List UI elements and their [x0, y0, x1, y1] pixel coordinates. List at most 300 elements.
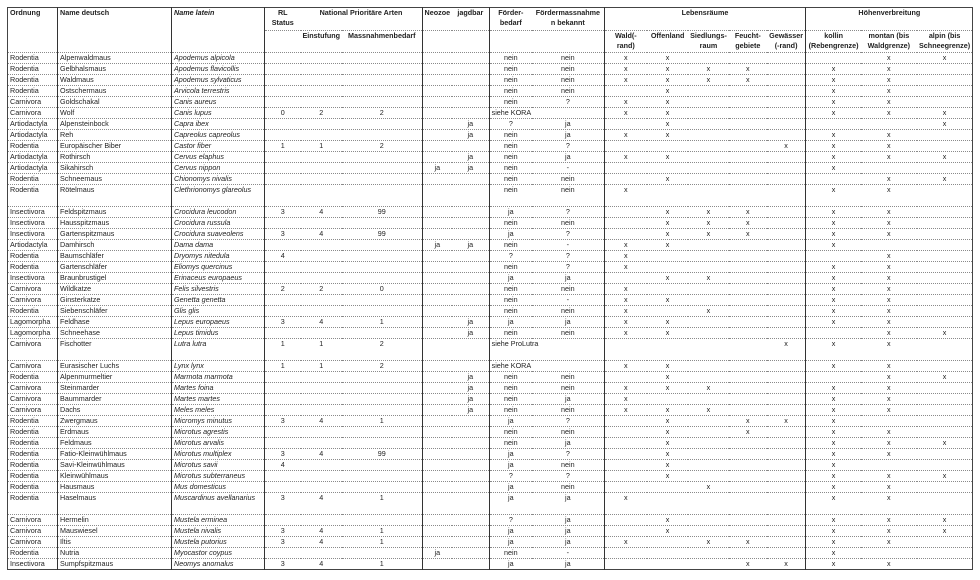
cell-einstufung[interactable] [301, 515, 343, 526]
cell-altitude-montan[interactable]: x [861, 405, 917, 416]
cell-altitude-alpin[interactable] [917, 273, 973, 284]
cell-neozoe[interactable] [422, 449, 452, 460]
cell-habitat-gewaesser[interactable] [767, 372, 806, 383]
cell-altitude-montan[interactable]: x [861, 493, 917, 515]
cell-foerderbedarf[interactable]: ja [489, 537, 532, 548]
col-altitude-kollin[interactable]: kollin (Rebengrenze) [806, 31, 861, 53]
cell-jagdbar[interactable] [452, 251, 489, 262]
cell-habitat-siedlungsraum[interactable] [688, 86, 729, 97]
cell-foerderbedarf[interactable]: nein [489, 218, 532, 229]
cell-habitat-offenland[interactable]: x [647, 229, 688, 240]
cell-habitat-siedlungsraum[interactable] [688, 548, 729, 559]
cell-massnahmenbedarf[interactable]: 1 [342, 416, 422, 427]
cell-ordnung[interactable]: Rodentia [8, 141, 58, 152]
cell-name-latein[interactable]: Crocidura suaveolens [172, 229, 265, 240]
cell-habitat-gewaesser[interactable] [767, 152, 806, 163]
cell-massnahmenbedarf[interactable] [342, 438, 422, 449]
cell-altitude-montan[interactable]: x [861, 86, 917, 97]
cell-altitude-kollin[interactable]: x [806, 515, 861, 526]
cell-habitat-offenland[interactable] [647, 548, 688, 559]
cell-habitat-wald[interactable] [604, 438, 647, 449]
cell-altitude-alpin[interactable] [917, 262, 973, 273]
cell-habitat-gewaesser[interactable] [767, 361, 806, 372]
table-row[interactable] [8, 273, 973, 284]
cell-neozoe[interactable] [422, 152, 452, 163]
cell-rl-status[interactable]: 0 [265, 108, 301, 119]
cell-ordnung[interactable]: Insectivora [8, 207, 58, 218]
cell-habitat-feuchtgebiete[interactable]: x [729, 75, 767, 86]
table-row[interactable] [8, 262, 973, 273]
cell-altitude-kollin[interactable]: x [806, 482, 861, 493]
cell-jagdbar[interactable] [452, 108, 489, 119]
cell-habitat-offenland[interactable]: x [647, 53, 688, 64]
cell-jagdbar[interactable] [452, 97, 489, 108]
cell-name-deutsch[interactable]: Alpenmurmeltier [58, 372, 172, 383]
cell-name-latein[interactable]: Mustela nivalis [172, 526, 265, 537]
cell-altitude-montan[interactable]: x [861, 306, 917, 317]
cell-jagdbar[interactable] [452, 141, 489, 152]
cell-altitude-alpin[interactable]: x [917, 108, 973, 119]
cell-foerderbedarf[interactable]: nein [489, 240, 532, 251]
cell-habitat-offenland[interactable]: x [647, 218, 688, 229]
cell-name-deutsch[interactable]: Feldhase [58, 317, 172, 328]
cell-einstufung[interactable] [301, 53, 343, 64]
cell-massnahmenbedarf[interactable] [342, 218, 422, 229]
cell-foerdermassnahme-bekannt[interactable]: - [532, 295, 604, 306]
cell-altitude-kollin[interactable]: x [806, 427, 861, 438]
cell-rl-status[interactable] [265, 471, 301, 482]
cell-neozoe[interactable] [422, 405, 452, 416]
cell-name-deutsch[interactable]: Reh [58, 130, 172, 141]
cell-foerdermassnahme-bekannt[interactable]: ? [532, 207, 604, 218]
cell-altitude-montan[interactable]: x [861, 328, 917, 339]
cell-habitat-offenland[interactable]: x [647, 383, 688, 394]
table-row[interactable] [8, 240, 973, 251]
table-row[interactable] [8, 427, 973, 438]
cell-name-deutsch[interactable]: Feldmaus [58, 438, 172, 449]
cell-altitude-alpin[interactable]: x [917, 526, 973, 537]
cell-einstufung[interactable] [301, 460, 343, 471]
table-row[interactable] [8, 86, 973, 97]
cell-name-latein[interactable]: Chionomys nivalis [172, 174, 265, 185]
cell-foerderbedarf[interactable]: nein [489, 262, 532, 273]
cell-habitat-gewaesser[interactable]: x [767, 141, 806, 152]
cell-altitude-montan[interactable]: x [861, 218, 917, 229]
cell-habitat-feuchtgebiete[interactable]: x [729, 218, 767, 229]
cell-foerderbedarf[interactable]: nein [489, 152, 532, 163]
cell-massnahmenbedarf[interactable] [342, 383, 422, 394]
cell-habitat-offenland[interactable]: x [647, 427, 688, 438]
cell-massnahmenbedarf[interactable]: 99 [342, 207, 422, 218]
cell-habitat-gewaesser[interactable] [767, 471, 806, 482]
cell-habitat-siedlungsraum[interactable] [688, 361, 729, 372]
cell-altitude-alpin[interactable] [917, 317, 973, 328]
cell-habitat-wald[interactable] [604, 548, 647, 559]
cell-rl-status[interactable] [265, 306, 301, 317]
cell-habitat-gewaesser[interactable] [767, 108, 806, 119]
cell-altitude-alpin[interactable] [917, 482, 973, 493]
cell-foerdermassnahme-bekannt[interactable]: ? [532, 471, 604, 482]
cell-foerdermassnahme-bekannt[interactable]: nein [532, 86, 604, 97]
cell-neozoe[interactable] [422, 306, 452, 317]
cell-habitat-offenland[interactable]: x [647, 207, 688, 218]
cell-habitat-siedlungsraum[interactable]: x [688, 383, 729, 394]
cell-habitat-siedlungsraum[interactable] [688, 174, 729, 185]
cell-altitude-montan[interactable]: x [861, 537, 917, 548]
table-row[interactable] [8, 460, 973, 471]
table-row[interactable] [8, 229, 973, 240]
cell-ordnung[interactable]: Rodentia [8, 449, 58, 460]
cell-habitat-siedlungsraum[interactable]: x [688, 207, 729, 218]
cell-neozoe[interactable] [422, 339, 452, 361]
cell-ordnung[interactable]: Rodentia [8, 548, 58, 559]
cell-rl-status[interactable] [265, 64, 301, 75]
cell-name-latein[interactable]: Capra ibex [172, 119, 265, 130]
cell-rl-status[interactable] [265, 438, 301, 449]
cell-habitat-wald[interactable]: x [604, 361, 647, 372]
cell-habitat-gewaesser[interactable] [767, 482, 806, 493]
cell-habitat-feuchtgebiete[interactable] [729, 361, 767, 372]
cell-altitude-kollin[interactable]: x [806, 64, 861, 75]
cell-einstufung[interactable] [301, 97, 343, 108]
cell-foerdermassnahme-bekannt[interactable]: ? [532, 449, 604, 460]
cell-altitude-montan[interactable] [861, 240, 917, 251]
cell-name-latein[interactable]: Muscardinus avellanarius [172, 493, 265, 515]
cell-foerderbedarf[interactable]: nein [489, 64, 532, 75]
cell-altitude-alpin[interactable] [917, 229, 973, 240]
cell-jagdbar[interactable]: ja [452, 317, 489, 328]
cell-neozoe[interactable] [422, 295, 452, 306]
cell-name-deutsch[interactable]: Rothirsch [58, 152, 172, 163]
cell-habitat-wald[interactable]: x [604, 75, 647, 86]
cell-einstufung[interactable] [301, 163, 343, 174]
cell-rl-status[interactable] [265, 405, 301, 416]
cell-neozoe[interactable] [422, 64, 452, 75]
cell-habitat-gewaesser[interactable] [767, 405, 806, 416]
cell-foerderbedarf[interactable]: ? [489, 119, 532, 130]
cell-altitude-montan[interactable]: x [861, 207, 917, 218]
cell-altitude-alpin[interactable] [917, 284, 973, 295]
cell-jagdbar[interactable] [452, 460, 489, 471]
cell-habitat-siedlungsraum[interactable] [688, 493, 729, 515]
table-row[interactable] [8, 317, 973, 328]
cell-habitat-wald[interactable]: x [604, 185, 647, 207]
cell-habitat-wald[interactable] [604, 482, 647, 493]
cell-foerdermassnahme-bekannt[interactable]: ? [532, 251, 604, 262]
cell-ordnung[interactable]: Carnivora [8, 537, 58, 548]
cell-foerderbedarf[interactable]: ja [489, 229, 532, 240]
cell-altitude-alpin[interactable] [917, 207, 973, 218]
cell-altitude-alpin[interactable]: x [917, 471, 973, 482]
cell-rl-status[interactable] [265, 174, 301, 185]
cell-altitude-kollin[interactable]: x [806, 141, 861, 152]
cell-altitude-montan[interactable]: x [861, 141, 917, 152]
cell-neozoe[interactable] [422, 416, 452, 427]
cell-habitat-feuchtgebiete[interactable] [729, 548, 767, 559]
cell-rl-status[interactable] [265, 163, 301, 174]
cell-foerderbedarf[interactable]: nein [489, 97, 532, 108]
cell-altitude-alpin[interactable] [917, 86, 973, 97]
cell-habitat-feuchtgebiete[interactable] [729, 262, 767, 273]
cell-einstufung[interactable] [301, 262, 343, 273]
cell-habitat-wald[interactable] [604, 471, 647, 482]
cell-jagdbar[interactable] [452, 515, 489, 526]
col-name-deutsch[interactable]: Name deutsch [58, 8, 172, 53]
cell-neozoe[interactable] [422, 438, 452, 449]
cell-foerdermassnahme-bekannt[interactable]: nein [532, 405, 604, 416]
cell-altitude-alpin[interactable] [917, 394, 973, 405]
cell-altitude-alpin[interactable] [917, 493, 973, 515]
cell-habitat-feuchtgebiete[interactable] [729, 240, 767, 251]
cell-habitat-siedlungsraum[interactable] [688, 449, 729, 460]
cell-habitat-wald[interactable] [604, 207, 647, 218]
cell-massnahmenbedarf[interactable] [342, 460, 422, 471]
table-row[interactable] [8, 185, 973, 207]
cell-habitat-gewaesser[interactable] [767, 97, 806, 108]
cell-name-latein[interactable]: Mustela erminea [172, 515, 265, 526]
cell-foerdermassnahme-bekannt[interactable]: nein [532, 174, 604, 185]
cell-foerderbedarf[interactable]: nein [489, 548, 532, 559]
cell-ordnung[interactable]: Lagomorpha [8, 328, 58, 339]
cell-massnahmenbedarf[interactable] [342, 75, 422, 86]
cell-altitude-alpin[interactable] [917, 427, 973, 438]
cell-einstufung[interactable]: 1 [301, 339, 343, 361]
cell-name-deutsch[interactable]: Ginsterkatze [58, 295, 172, 306]
cell-ordnung[interactable]: Carnivora [8, 405, 58, 416]
cell-habitat-feuchtgebiete[interactable]: x [729, 416, 767, 427]
cell-foerderbedarf[interactable]: ja [489, 207, 532, 218]
cell-habitat-offenland[interactable]: x [647, 471, 688, 482]
cell-habitat-siedlungsraum[interactable] [688, 262, 729, 273]
cell-ordnung[interactable]: Insectivora [8, 273, 58, 284]
cell-habitat-offenland[interactable]: x [647, 174, 688, 185]
cell-neozoe[interactable] [422, 185, 452, 207]
cell-neozoe[interactable] [422, 537, 452, 548]
cell-habitat-gewaesser[interactable] [767, 306, 806, 317]
cell-name-deutsch[interactable]: Siebenschläfer [58, 306, 172, 317]
cell-jagdbar[interactable] [452, 86, 489, 97]
cell-habitat-wald[interactable] [604, 526, 647, 537]
cell-habitat-wald[interactable]: x [604, 152, 647, 163]
cell-altitude-montan[interactable] [861, 460, 917, 471]
cell-name-latein[interactable]: Mustela putorius [172, 537, 265, 548]
cell-jagdbar[interactable]: ja [452, 405, 489, 416]
cell-habitat-feuchtgebiete[interactable] [729, 284, 767, 295]
col-einstufung[interactable]: Einstufung [301, 31, 343, 53]
table-row[interactable] [8, 53, 973, 64]
cell-habitat-feuchtgebiete[interactable] [729, 394, 767, 405]
cell-foerdermassnahme-bekannt[interactable]: ja [532, 515, 604, 526]
table-row[interactable] [8, 493, 973, 515]
cell-name-latein[interactable]: Neomys anomalus [172, 559, 265, 570]
cell-einstufung[interactable] [301, 405, 343, 416]
cell-massnahmenbedarf[interactable] [342, 482, 422, 493]
cell-name-latein[interactable]: Canis aureus [172, 97, 265, 108]
cell-neozoe[interactable] [422, 218, 452, 229]
cell-jagdbar[interactable] [452, 548, 489, 559]
table-row[interactable] [8, 141, 973, 152]
cell-ordnung[interactable]: Artiodactyla [8, 163, 58, 174]
cell-habitat-gewaesser[interactable] [767, 240, 806, 251]
cell-habitat-gewaesser[interactable] [767, 75, 806, 86]
cell-habitat-offenland[interactable]: x [647, 405, 688, 416]
cell-habitat-feuchtgebiete[interactable] [729, 97, 767, 108]
cell-neozoe[interactable] [422, 317, 452, 328]
cell-name-deutsch[interactable]: Ostschermaus [58, 86, 172, 97]
cell-name-latein[interactable]: Arvicola terrestris [172, 86, 265, 97]
cell-habitat-gewaesser[interactable] [767, 493, 806, 515]
cell-name-deutsch[interactable]: Erdmaus [58, 427, 172, 438]
cell-einstufung[interactable]: 4 [301, 416, 343, 427]
cell-altitude-montan[interactable]: x [861, 108, 917, 119]
cell-rl-status[interactable]: 3 [265, 493, 301, 515]
cell-habitat-offenland[interactable]: x [647, 130, 688, 141]
cell-ordnung[interactable]: Artiodactyla [8, 119, 58, 130]
cell-habitat-offenland[interactable]: x [647, 438, 688, 449]
cell-altitude-alpin[interactable] [917, 185, 973, 207]
cell-habitat-wald[interactable]: x [604, 493, 647, 515]
cell-jagdbar[interactable] [452, 53, 489, 64]
cell-altitude-kollin[interactable]: x [806, 339, 861, 361]
cell-rl-status[interactable] [265, 515, 301, 526]
cell-altitude-montan[interactable] [861, 163, 917, 174]
cell-habitat-wald[interactable]: x [604, 251, 647, 262]
cell-habitat-siedlungsraum[interactable] [688, 526, 729, 537]
cell-ordnung[interactable]: Carnivora [8, 284, 58, 295]
cell-rl-status[interactable] [265, 53, 301, 64]
cell-jagdbar[interactable]: ja [452, 394, 489, 405]
table-row[interactable] [8, 295, 973, 306]
cell-massnahmenbedarf[interactable] [342, 328, 422, 339]
cell-foerdermassnahme-bekannt[interactable]: ja [532, 394, 604, 405]
cell-habitat-gewaesser[interactable] [767, 295, 806, 306]
table-row[interactable] [8, 361, 973, 372]
cell-name-deutsch[interactable]: Savi-Kleinwühlmaus [58, 460, 172, 471]
cell-habitat-offenland[interactable] [647, 284, 688, 295]
cell-neozoe[interactable] [422, 207, 452, 218]
cell-rl-status[interactable]: 3 [265, 229, 301, 240]
cell-foerdermassnahme-bekannt[interactable]: ? [532, 97, 604, 108]
cell-habitat-feuchtgebiete[interactable] [729, 119, 767, 130]
cell-habitat-gewaesser[interactable] [767, 119, 806, 130]
table-row[interactable] [8, 163, 973, 174]
cell-rl-status[interactable]: 4 [265, 251, 301, 262]
cell-name-deutsch[interactable]: Nutria [58, 548, 172, 559]
cell-habitat-offenland[interactable] [647, 163, 688, 174]
cell-altitude-kollin[interactable] [806, 328, 861, 339]
cell-einstufung[interactable] [301, 306, 343, 317]
cell-einstufung[interactable] [301, 273, 343, 284]
cell-habitat-gewaesser[interactable] [767, 130, 806, 141]
cell-massnahmenbedarf[interactable] [342, 119, 422, 130]
cell-habitat-offenland[interactable] [647, 251, 688, 262]
cell-massnahmenbedarf[interactable] [342, 306, 422, 317]
cell-name-latein[interactable]: Apodemus alpicola [172, 53, 265, 64]
cell-name-deutsch[interactable]: Gelbhalsmaus [58, 64, 172, 75]
cell-foerderbedarf[interactable]: nein [489, 295, 532, 306]
table-row[interactable] [8, 548, 973, 559]
cell-altitude-kollin[interactable]: x [806, 284, 861, 295]
cell-foerderbedarf[interactable]: ja [489, 493, 532, 515]
cell-altitude-montan[interactable]: x [861, 174, 917, 185]
cell-altitude-montan[interactable]: x [861, 229, 917, 240]
col-habitat-siedlungsraum[interactable]: Siedlungs-raum [688, 31, 729, 53]
cell-massnahmenbedarf[interactable] [342, 273, 422, 284]
cell-rl-status[interactable]: 3 [265, 416, 301, 427]
col-habitat-gewaesser[interactable]: Gewässer (-rand) [767, 31, 806, 53]
cell-name-latein[interactable]: Cervus nippon [172, 163, 265, 174]
cell-foerderbedarf[interactable]: nein [489, 372, 532, 383]
cell-einstufung[interactable]: 4 [301, 526, 343, 537]
cell-foerderbedarf[interactable]: siehe KORA [489, 108, 604, 119]
cell-habitat-feuchtgebiete[interactable] [729, 273, 767, 284]
cell-einstufung[interactable]: 4 [301, 493, 343, 515]
cell-altitude-kollin[interactable] [806, 251, 861, 262]
cell-einstufung[interactable] [301, 394, 343, 405]
cell-rl-status[interactable] [265, 218, 301, 229]
cell-einstufung[interactable] [301, 383, 343, 394]
cell-ordnung[interactable]: Carnivora [8, 97, 58, 108]
cell-ordnung[interactable]: Rodentia [8, 438, 58, 449]
cell-foerdermassnahme-bekannt[interactable]: ja [532, 273, 604, 284]
cell-habitat-gewaesser[interactable] [767, 460, 806, 471]
cell-ordnung[interactable]: Rodentia [8, 64, 58, 75]
cell-habitat-wald[interactable]: x [604, 317, 647, 328]
cell-habitat-offenland[interactable] [647, 185, 688, 207]
cell-habitat-wald[interactable]: x [604, 383, 647, 394]
cell-altitude-kollin[interactable]: x [806, 207, 861, 218]
cell-name-deutsch[interactable]: Baumschläfer [58, 251, 172, 262]
cell-habitat-gewaesser[interactable] [767, 207, 806, 218]
cell-jagdbar[interactable] [452, 185, 489, 207]
cell-jagdbar[interactable] [452, 262, 489, 273]
cell-altitude-montan[interactable]: x [861, 75, 917, 86]
cell-habitat-feuchtgebiete[interactable] [729, 493, 767, 515]
cell-name-latein[interactable]: Cervus elaphus [172, 152, 265, 163]
cell-foerdermassnahme-bekannt[interactable]: nein [532, 328, 604, 339]
cell-habitat-siedlungsraum[interactable] [688, 97, 729, 108]
cell-habitat-wald[interactable] [604, 174, 647, 185]
cell-einstufung[interactable] [301, 152, 343, 163]
cell-name-deutsch[interactable]: Hermelin [58, 515, 172, 526]
cell-jagdbar[interactable] [452, 427, 489, 438]
cell-ordnung[interactable]: Rodentia [8, 372, 58, 383]
cell-neozoe[interactable] [422, 493, 452, 515]
cell-neozoe[interactable]: ja [422, 240, 452, 251]
cell-einstufung[interactable] [301, 471, 343, 482]
cell-massnahmenbedarf[interactable] [342, 53, 422, 64]
cell-name-deutsch[interactable]: Zwergmaus [58, 416, 172, 427]
cell-name-latein[interactable]: Micromys minutus [172, 416, 265, 427]
cell-habitat-offenland[interactable]: x [647, 119, 688, 130]
cell-habitat-siedlungsraum[interactable]: x [688, 306, 729, 317]
cell-ordnung[interactable]: Carnivora [8, 394, 58, 405]
cell-rl-status[interactable] [265, 97, 301, 108]
col-jagdbar[interactable]: jagdbar [452, 8, 489, 31]
cell-habitat-siedlungsraum[interactable] [688, 251, 729, 262]
col-habitat-wald[interactable]: Wald(-rand) [604, 31, 647, 53]
cell-neozoe[interactable] [422, 97, 452, 108]
cell-jagdbar[interactable] [452, 526, 489, 537]
cell-foerderbedarf[interactable]: ja [489, 482, 532, 493]
cell-habitat-offenland[interactable] [647, 537, 688, 548]
cell-altitude-montan[interactable]: x [861, 361, 917, 372]
table-row[interactable] [8, 537, 973, 548]
cell-foerderbedarf[interactable]: siehe ProLutra [489, 339, 604, 361]
cell-neozoe[interactable] [422, 141, 452, 152]
cell-neozoe[interactable] [422, 53, 452, 64]
cell-habitat-wald[interactable]: x [604, 284, 647, 295]
